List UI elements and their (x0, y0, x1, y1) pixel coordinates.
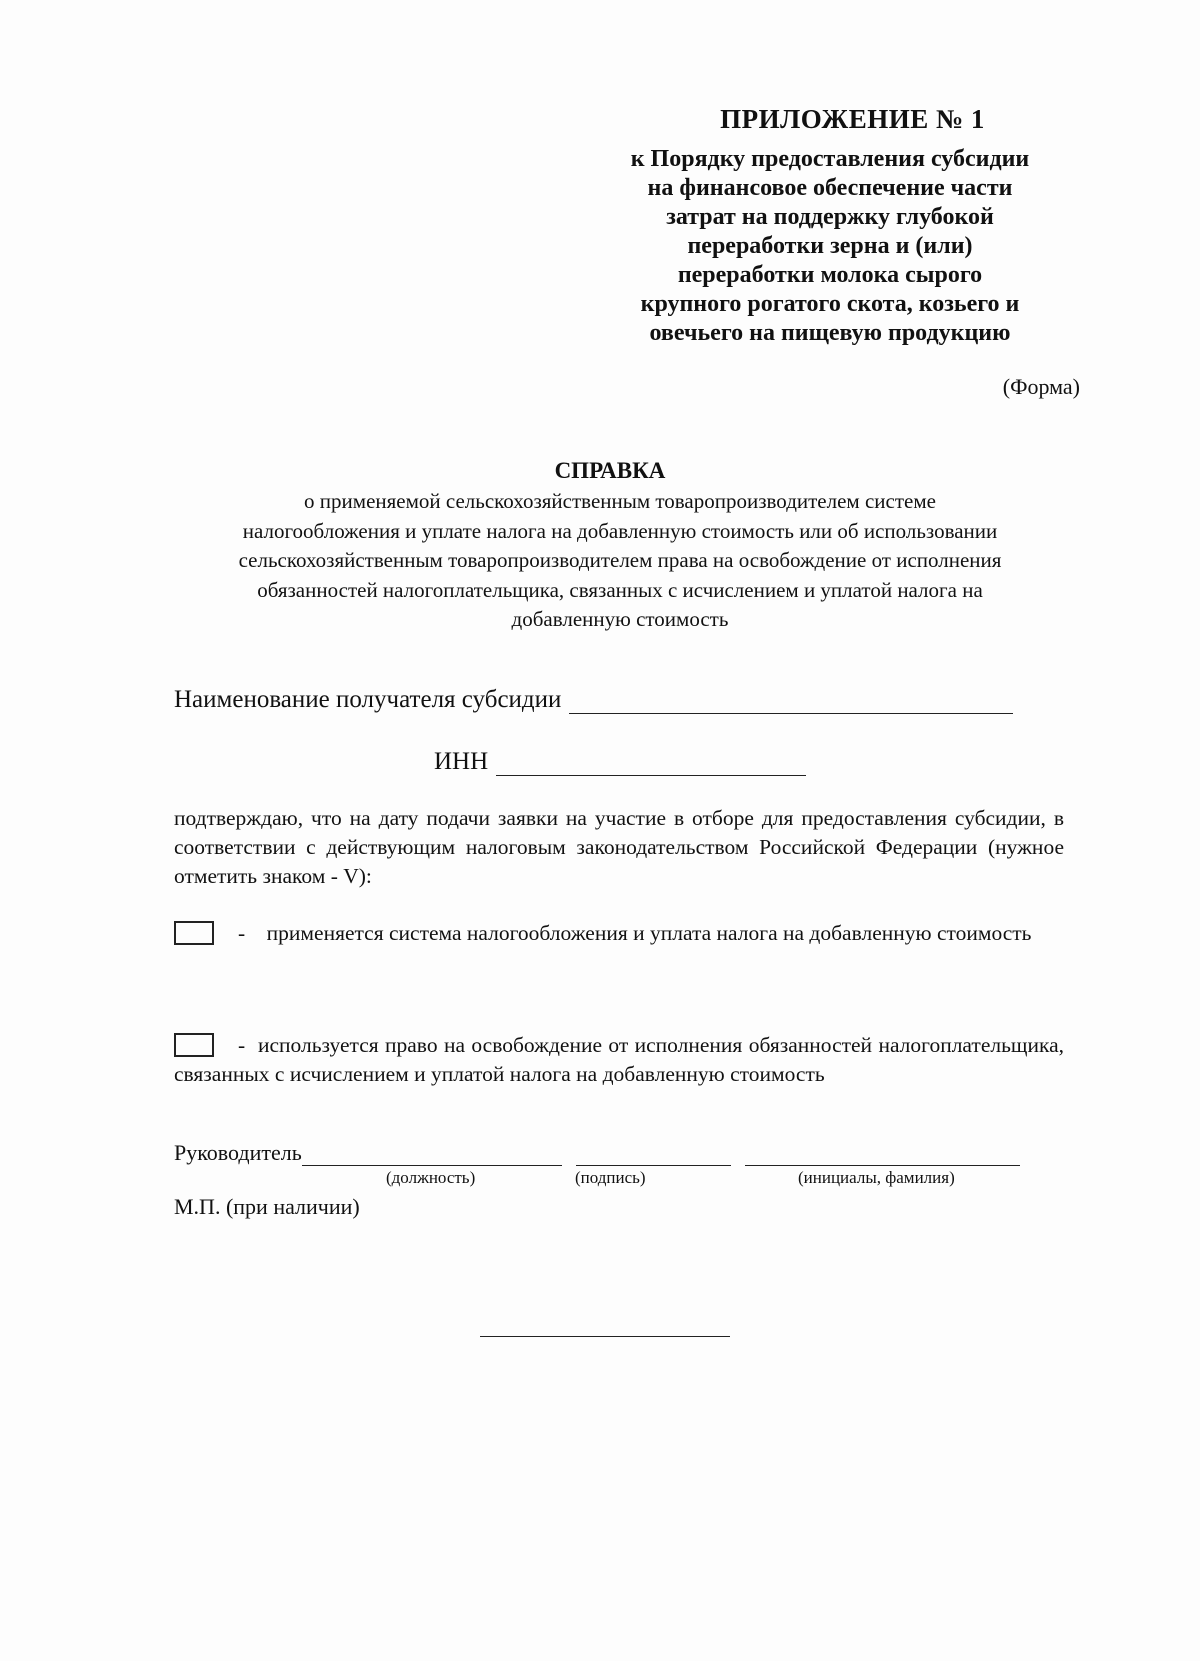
annex-title: ПРИЛОЖЕНИЕ № 1 (720, 104, 985, 134)
inn-field-row (434, 748, 806, 776)
subtitle-line: сельскохозяйственным товаропроизводителем права на освобождение от исполнения (238, 548, 1002, 572)
signature-caption: (подпись) (575, 1168, 646, 1187)
annex-header (580, 104, 1080, 348)
annex-line: на финансовое обеспечение части (647, 175, 1013, 201)
annex-line: крупного рогатого скота, козьего и (640, 291, 1020, 317)
annex-line: переработки молока сырого (677, 262, 983, 288)
form-label: (Форма) (1002, 374, 1080, 399)
option-vat-payer (174, 919, 1064, 948)
inn-label: ИНН (434, 748, 489, 775)
signature-row (174, 1140, 1020, 1166)
subtitle-line: обязанностей налогоплательщика, связанных с исчислением и уплатой налога на (257, 577, 983, 602)
subtitle-line: о применяемой сельскохозяйственным товаропроизводителем системе (304, 489, 936, 513)
annex-line: переработки зерна и (или) (687, 233, 973, 259)
document-subtitle (175, 487, 1065, 635)
annex-line: овечьего на пищевую продукцию (649, 320, 1011, 346)
stamp-note: М.П. (при наличии) (174, 1194, 360, 1219)
name-caption: (инициалы, фамилия) (798, 1168, 955, 1187)
name-field[interactable] (745, 1147, 1020, 1166)
subtitle-line: добавленную стоимость (511, 607, 729, 631)
vat-exemption-checkbox[interactable] (174, 1033, 214, 1057)
inn-field[interactable] (496, 755, 806, 776)
option-text: используется право на освобождение от исполнения обязанностей налогоплательщика, связанных с исчислением и уплатой налога на добавленную стоимость (174, 1033, 1064, 1086)
option-dash: - (238, 1033, 246, 1057)
recipient-field-row (174, 686, 1013, 714)
option-vat-exemption (174, 1031, 1064, 1089)
end-divider (480, 1336, 730, 1337)
option-dash: - (238, 921, 246, 945)
annex-line: затрат на поддержку глубокой (666, 204, 994, 230)
annex-line: к Порядку предоставления субсидии (630, 146, 1030, 172)
vat-payer-checkbox[interactable] (174, 921, 214, 945)
document-title: СПРАВКА (554, 458, 666, 483)
subtitle-line: налогообложения и уплате налога на добавленную стоимость или об использовании (242, 518, 998, 543)
annex-reference (580, 145, 1080, 348)
signature-field[interactable] (576, 1147, 731, 1166)
position-field[interactable] (302, 1147, 562, 1166)
confirmation-paragraph: подтверждаю, что на дату подачи заявки на участие в отборе для предоставления субсидии, в соответствии с действующим налоговым законодательством Российской Федерации (нужное отметить знаком - V): (174, 806, 1064, 888)
recipient-label: Наименование получателя субсидии (174, 686, 562, 713)
position-caption: (должность) (386, 1168, 476, 1187)
option-text: применяется система налогообложения и уплата налога на добавленную стоимость (266, 921, 1032, 945)
head-label: Руководитель (174, 1140, 302, 1165)
recipient-name-field[interactable] (569, 693, 1013, 714)
